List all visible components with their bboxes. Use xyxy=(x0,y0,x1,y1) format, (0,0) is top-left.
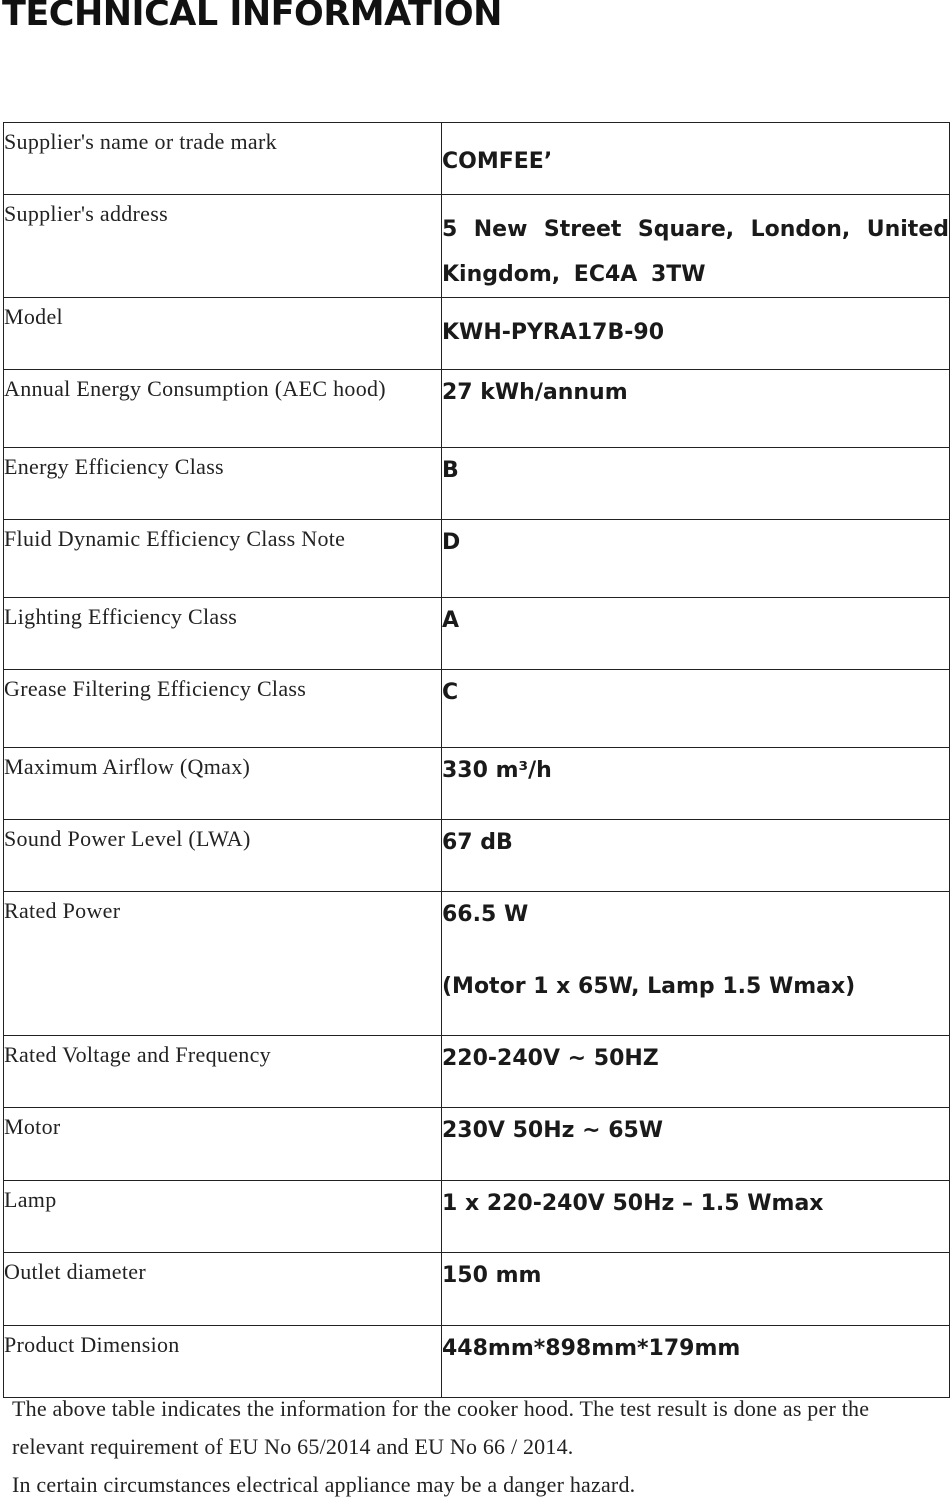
row-label: Rated Voltage and Frequency xyxy=(4,1036,442,1108)
row-label: Rated Power xyxy=(4,892,442,1036)
row-value: B xyxy=(442,448,950,520)
table-row xyxy=(4,670,950,748)
row-value: A xyxy=(442,598,950,670)
row-value: 27 kWh/annum xyxy=(442,370,950,448)
footer-line-2: In certain circumstances electrical appliance may be a danger hazard. xyxy=(12,1472,636,1497)
table-row xyxy=(4,892,950,1036)
row-value xyxy=(442,892,950,1036)
row-value: 150 mm xyxy=(442,1253,950,1326)
technical-information-table xyxy=(3,122,950,1398)
row-value: 220-240V ~ 50HZ xyxy=(442,1036,950,1108)
table-row xyxy=(4,448,950,520)
table-row xyxy=(4,748,950,820)
table-row xyxy=(4,520,950,598)
row-label: Supplier's name or trade mark xyxy=(4,123,442,195)
row-value: 67 dB xyxy=(442,820,950,892)
row-label: Grease Filtering Efficiency Class xyxy=(4,670,442,748)
row-label: Maximum Airflow (Qmax) xyxy=(4,748,442,820)
footer-note xyxy=(12,1390,937,1504)
row-value: 330 m³/h xyxy=(442,748,950,820)
row-value: C xyxy=(442,670,950,748)
table-row xyxy=(4,123,950,195)
table-row xyxy=(4,1108,950,1181)
row-label: Annual Energy Consumption (AEC hood) xyxy=(4,370,442,448)
row-label: Energy Efficiency Class xyxy=(4,448,442,520)
row-value: 1 x 220-240V 50Hz – 1.5 Wmax xyxy=(442,1181,950,1253)
row-value: 230V 50Hz ~ 65W xyxy=(442,1108,950,1181)
row-label: Model xyxy=(4,298,442,370)
footer-line-1: The above table indicates the information for the cooker hood. The test result is done as per the relevant requirement of EU No 65/2014 and EU No 66 / 2014. xyxy=(12,1396,870,1459)
rated-power-value: 66.5 W xyxy=(442,902,529,927)
rated-power-detail: (Motor 1 x 65W, Lamp 1.5 Wmax) xyxy=(442,974,856,999)
row-label: Fluid Dynamic Efficiency Class Note xyxy=(4,520,442,598)
row-label: Product Dimension xyxy=(4,1326,442,1398)
row-label: Outlet diameter xyxy=(4,1253,442,1326)
table-row xyxy=(4,298,950,370)
row-label: Supplier's address xyxy=(4,195,442,298)
row-label: Lighting Efficiency Class xyxy=(4,598,442,670)
row-value: COMFEE’ xyxy=(442,123,950,195)
row-label: Lamp xyxy=(4,1181,442,1253)
table-row xyxy=(4,195,950,298)
row-label: Sound Power Level (LWA) xyxy=(4,820,442,892)
table-row xyxy=(4,1181,950,1253)
row-value: 448mm*898mm*179mm xyxy=(442,1326,950,1398)
table-row xyxy=(4,370,950,448)
row-value: D xyxy=(442,520,950,598)
table-row xyxy=(4,820,950,892)
table-row xyxy=(4,1253,950,1326)
row-value: KWH-PYRA17B-90 xyxy=(442,298,950,370)
table-row xyxy=(4,1326,950,1398)
table-row xyxy=(4,1036,950,1108)
row-label: Motor xyxy=(4,1108,442,1181)
page-title: TECHNICAL INFORMATION xyxy=(2,0,502,34)
row-value: 5 New Street Square, London, United Kingdom, EC4A 3TW xyxy=(442,195,950,298)
table-row xyxy=(4,598,950,670)
